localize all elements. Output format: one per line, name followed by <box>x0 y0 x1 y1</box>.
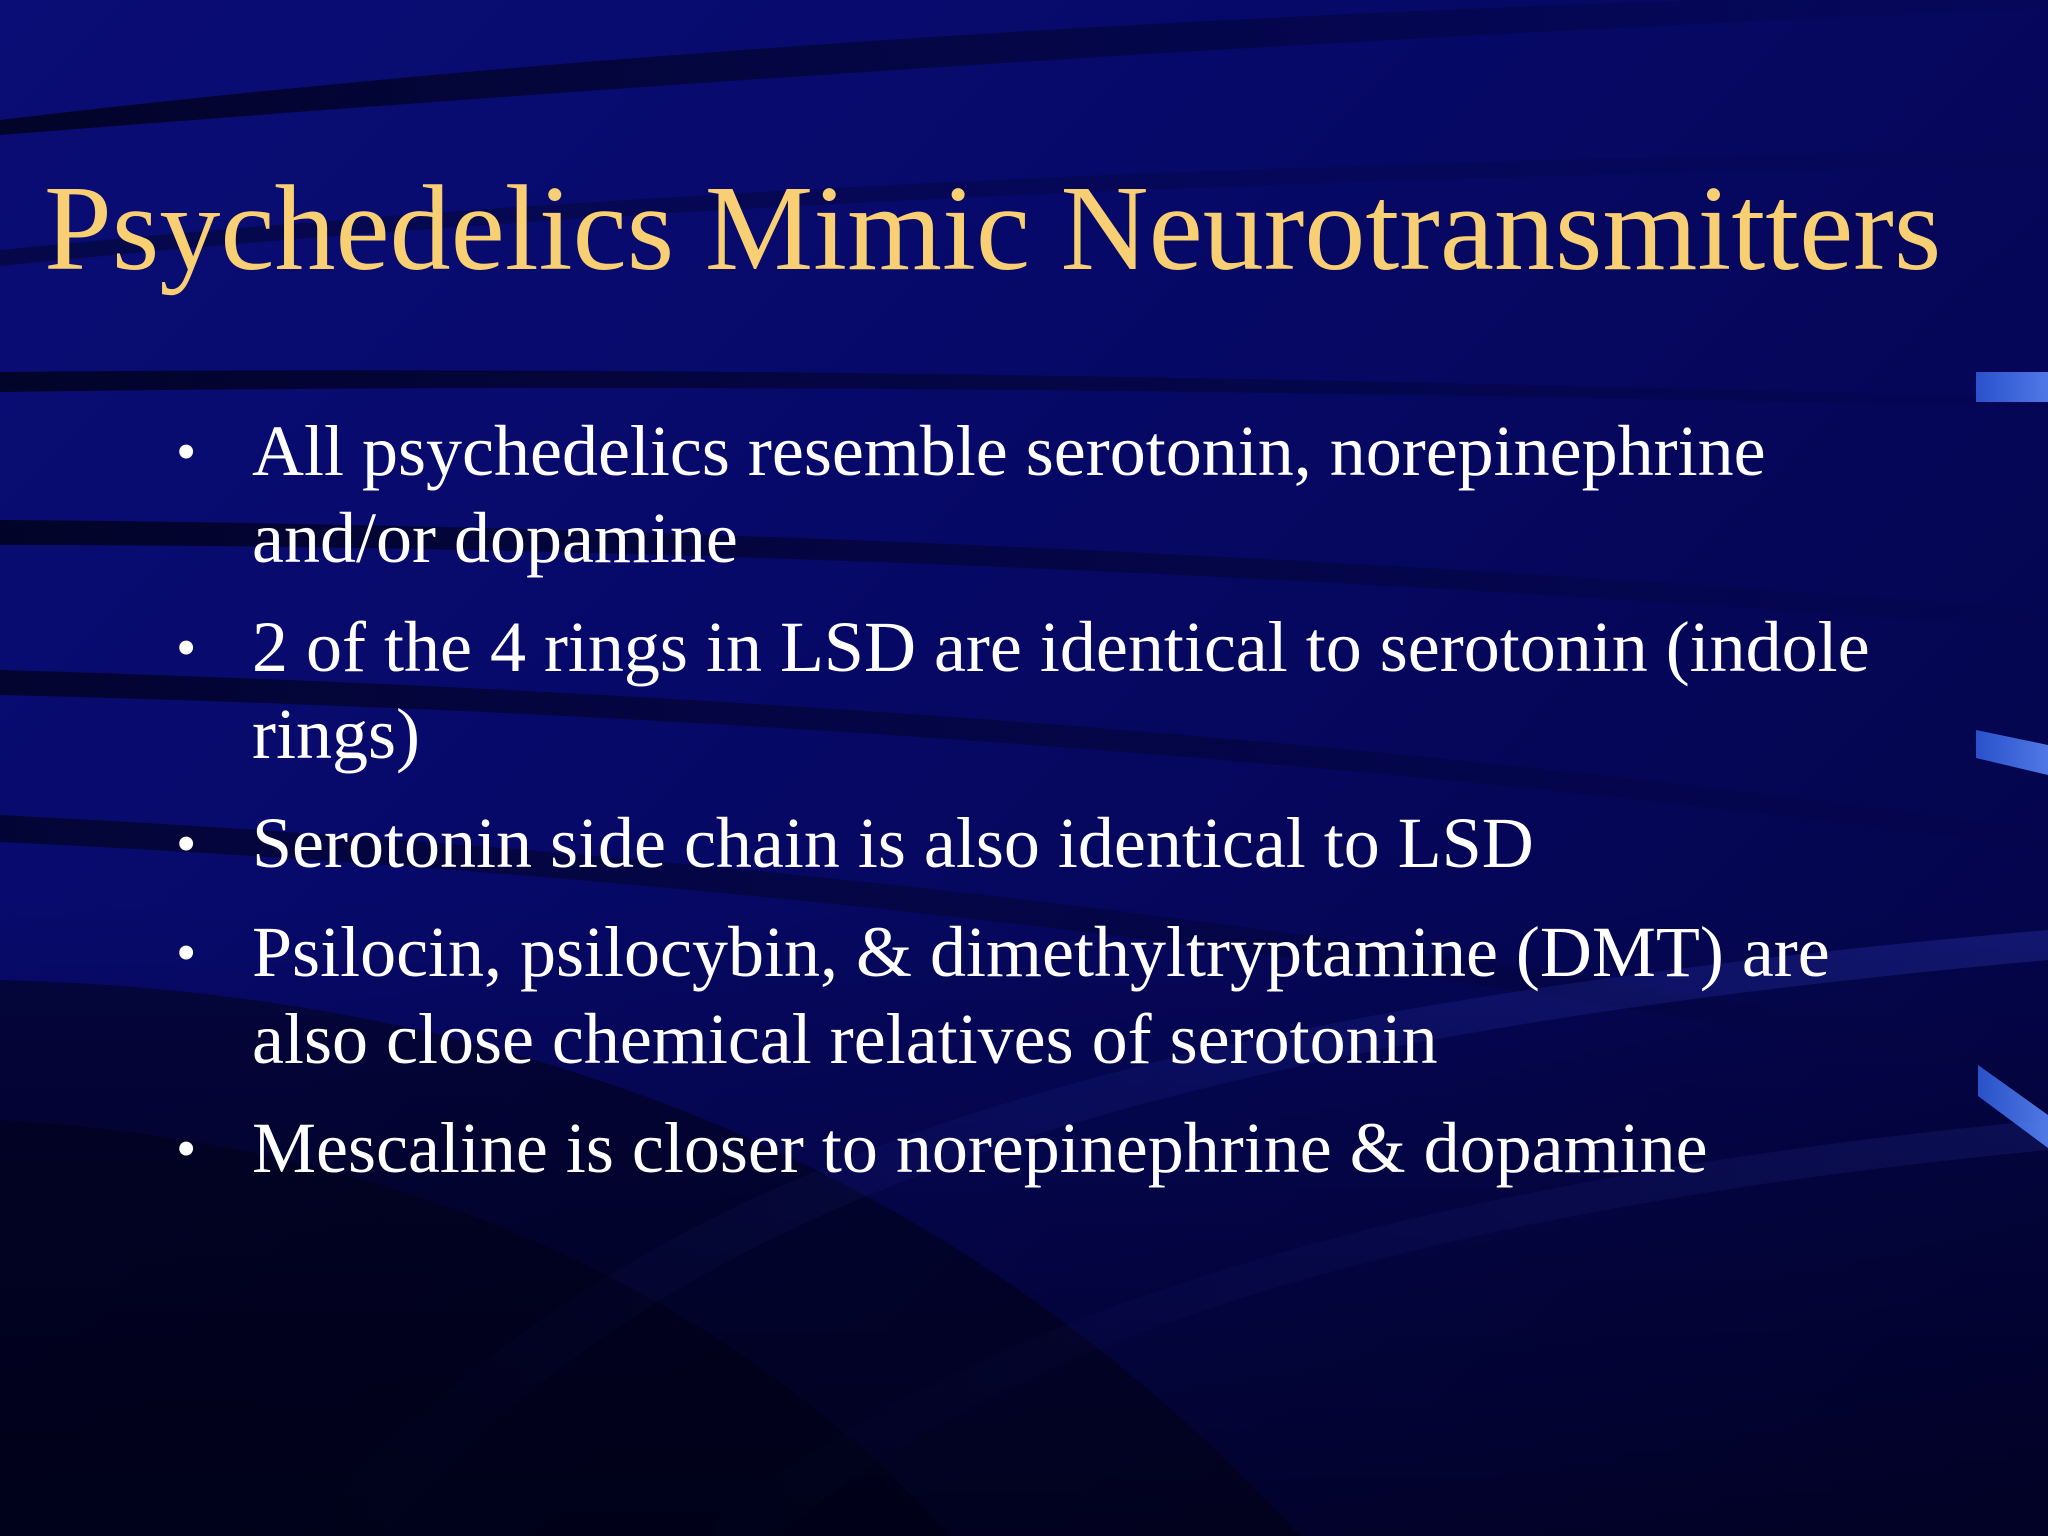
bullet-item <box>170 909 1870 1083</box>
bullet-text: Serotonin side chain is also identical to LSD <box>252 803 1534 883</box>
slide-title: Psychedelics Mimic Neurotransmitters <box>44 161 1942 296</box>
bullet-text: Mescaline is closer to norepinephrine & dopamine <box>252 1108 1708 1188</box>
bullet-item <box>170 408 1870 582</box>
bullet-item <box>170 604 1870 778</box>
bullet-text: 2 of the 4 rings in LSD are identical to serotonin (indole rings) <box>252 607 1870 774</box>
bullet-list <box>170 408 1870 1214</box>
bullet-text: All psychedelics resemble serotonin, norepinephrine and/or dopamine <box>252 411 1766 578</box>
bullet-dot-icon: • <box>176 419 197 484</box>
bullet-item <box>170 800 1870 887</box>
bullet-dot-icon: • <box>176 1116 197 1181</box>
bullet-dot-icon: • <box>176 615 197 680</box>
bullet-item <box>170 1105 1870 1192</box>
bullet-dot-icon: • <box>176 920 197 985</box>
bullet-dot-icon: • <box>176 811 197 876</box>
bullet-text: Psilocin, psilocybin, & dimethyltryptamine (DMT) are also close chemical relatives of serotonin <box>252 912 1830 1079</box>
